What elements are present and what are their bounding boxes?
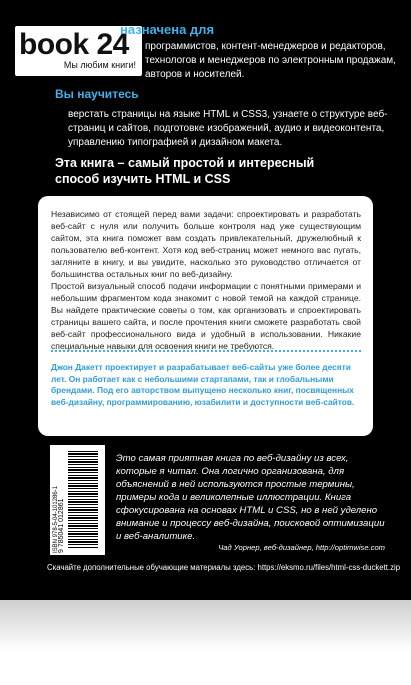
description-text (51, 208, 361, 352)
download-link[interactable]: https://eksmo.ru/files/html-css-duckett.zip (257, 563, 401, 572)
download-text: Скачайте дополнительные обучающие материалы здесь: (47, 563, 256, 572)
claim-line-2: способ изучить HTML и CSS (55, 172, 231, 186)
intro-text: программистов, контент-менеджеров и редакторов, технологов и менеджеров по электронным продажам, авторов и носителей. (145, 41, 396, 80)
learn-text: верстать страницы на языке HTML и CSS3, узнаете о структуре веб-страниц и сайтов, подготовке изображений, аудио и видеоконтента, управлению типографией и дизайном макета. (68, 109, 388, 148)
claim-heading (55, 155, 314, 187)
claim-line-1: Эта книга – самый простой и интересный (55, 156, 315, 170)
intro-heading: назначена для (120, 22, 215, 37)
description-paragraph-1: Независимо от стоящей перед вами задачи: спроектировать и разработать веб-сайт с нуля или получить больше контроля над уже существующим сайтом, эта книга поможет вам создать привлекательный, дружелюбный к пользователю веб-контент. Хотя код веб-страниц может немного вас пугать, загляните в книгу, и вы увидите, насколько это руководство отличается от большинства остальных книг по веб-дизайну. (51, 209, 361, 279)
review-quote: Это самая приятная книга по веб-дизайну из всех, которые я читал. Она логично организована, для объяснений в ней используются простые термины, примеры кода и великолепные иллюстрации. Книга сфокусирована на основах HTML и CSS, но в ней уделено внимание и процессу веб-дизайна, поисковой оптимизации и веб-аналитике. (116, 453, 385, 542)
logo-wordmark: book 24 (19, 28, 129, 61)
barcode-bars (68, 451, 98, 549)
page-background (0, 600, 411, 685)
isbn-label: ISBN 978-5-04-101286-1 (53, 485, 59, 553)
logo-slogan: Мы любим книги! (63, 60, 136, 70)
review-signature: Чад Уорнер, веб-дизайнер, http://optimwise.com (218, 543, 385, 552)
description-panel (38, 196, 373, 436)
learn-heading: Вы научитесь (55, 87, 139, 101)
barcode-digits: 9 785041 012861 (58, 498, 65, 553)
description-paragraph-2: Простой визуальный способ подачи информации с понятными примерами и небольшим фрагментом кода знакомит с новой темой на каждой странице. Вы найдете практические советы о том, как организовать и спроектировать страницы вашего сайта, и после прочтения книги сможете разработать свой веб-сайт профессионального вида и удобный в использовании. Никакие специальные навыки для освоения книги не требуются. (51, 281, 361, 351)
author-bio: Джон Дакетт проектирует и разрабатывает веб-сайты уже более десяти лет. Он работает как с небольшими стартапами, так и глобальными брендами. Под его авторством выпущено несколько книг, посвященных веб-дизайну, программированию, юзабилити и доступности веб-сайтов. (51, 362, 355, 407)
download-note (47, 563, 400, 572)
dotted-divider (51, 350, 361, 352)
isbn-barcode (50, 445, 105, 555)
